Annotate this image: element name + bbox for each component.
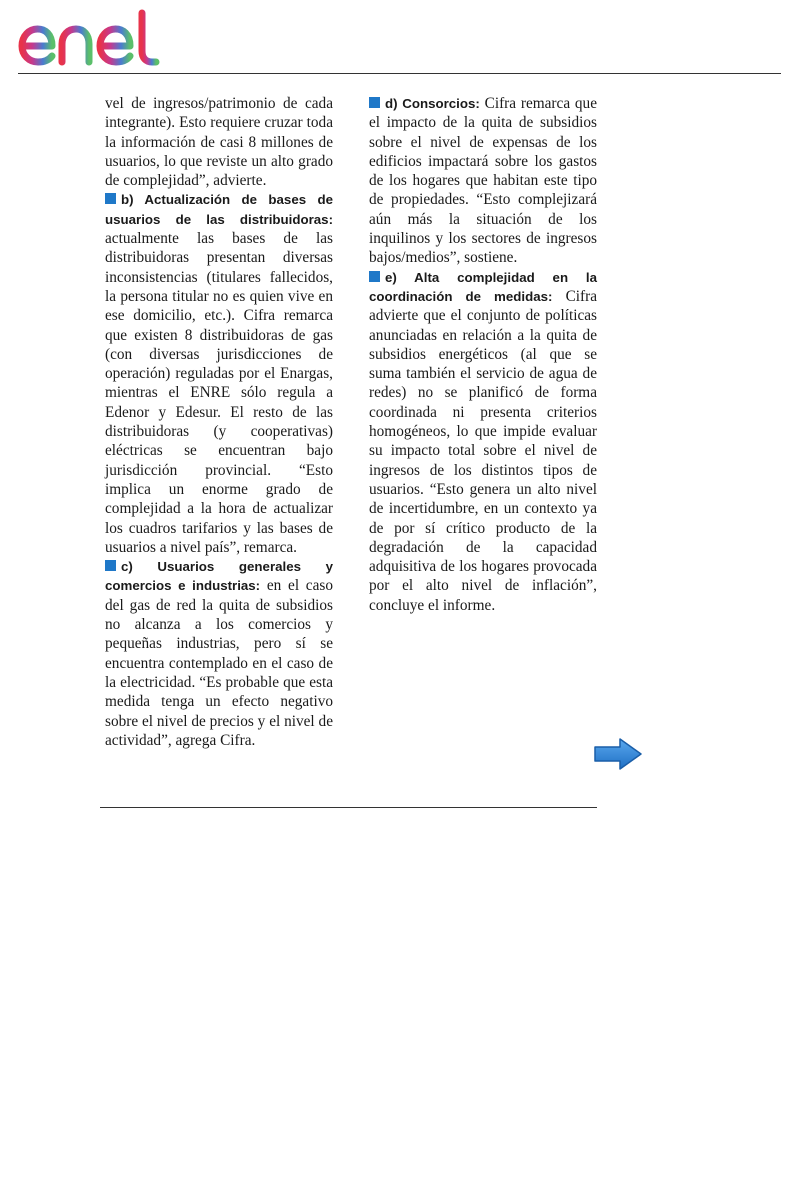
section-b: [105, 190, 333, 557]
intro-paragraph: vel de ingresos/patrimonio de cada integrante). Esto requiere cruzar toda la información de casi 8 millones de usuarios, lo que reviste un alto grado de complejidad”, advierte.: [105, 95, 333, 190]
section-e-body: Cifra advierte que el conjunto de políticas anunciadas en relación a la quita de subsidios energéticos (al que se suma también el servicio de agua de redes) no se planificó de forma coordinada ni presenta criterios homogéneos, lo que impide evaluar su impacto total sobre el nivel de ingresos de los distintos tipos de usuarios. “Esto genera un alto nivel de incertidumbre, en un contexto ya de por sí crítico producto de la degradación de la capacidad adquisitiva de los hogares provocada por el alto nivel de inflación”, concluye el informe.: [369, 287, 597, 614]
enel-logo: [18, 8, 170, 66]
arrow-right-icon[interactable]: [592, 736, 644, 772]
logo-text: enel: [18, 8, 20, 9]
top-divider: [18, 73, 781, 74]
square-bullet-icon: [105, 193, 116, 204]
bottom-divider: [100, 807, 597, 808]
section-b-body: actualmente las bases de las distribuidoras presentan diversas inconsistencias (titulares fallecidos, la persona titular no es quien vive en ese domicilio, etc.). Cifra remarca que existen 8 distribuidoras de gas (con diversas jurisdicciones de operación) reguladas por el Enargas, mientras el ENRE sólo regula a Edenor y Edesur. El resto de las distribuidoras (y cooperativas) eléctricas se encuentran bajo jurisdicción provincial. “Esto implica un enorme grado de complejidad a la hora de actualizar los cuadros tarifarios y las bases de usuarios a nivel país”, remarca.: [105, 230, 333, 556]
article-column-right: [369, 94, 597, 615]
square-bullet-icon: [369, 271, 380, 282]
section-e-heading: e) Alta complejidad en la coordinación de medidas:: [369, 269, 597, 304]
article-column-left: [105, 94, 333, 750]
section-c-heading: c) Usuarios generales y comercios e industrias:: [105, 559, 333, 594]
section-d: [369, 94, 597, 268]
section-c: [105, 557, 333, 750]
section-e: [369, 268, 597, 615]
section-d-heading: d) Consorcios:: [385, 96, 480, 111]
section-d-body: Cifra remarca que el impacto de la quita de subsidios sobre el nivel de expensas de los edificios impactará sobre los gastos de los hogares que habitan este tipo de propiedades. “Esto complejizará aún más la situación de los inquilinos y los sectores de ingresos bajos/medios”, sostiene.: [369, 95, 597, 267]
square-bullet-icon: [105, 560, 116, 571]
square-bullet-icon: [369, 97, 380, 108]
section-b-heading: b) Actualización de bases de usuarios de las distribuidoras:: [105, 192, 333, 227]
section-c-body: en el caso del gas de red la quita de subsidios no alcanza a los comercios y pequeñas industrias, pero sí se encuentra contemplado en el caso de la electricidad. “Es probable que esta medida tenga un efecto negativo sobre el nivel de precios y el nivel de actividad”, agrega Cifra.: [105, 577, 333, 749]
